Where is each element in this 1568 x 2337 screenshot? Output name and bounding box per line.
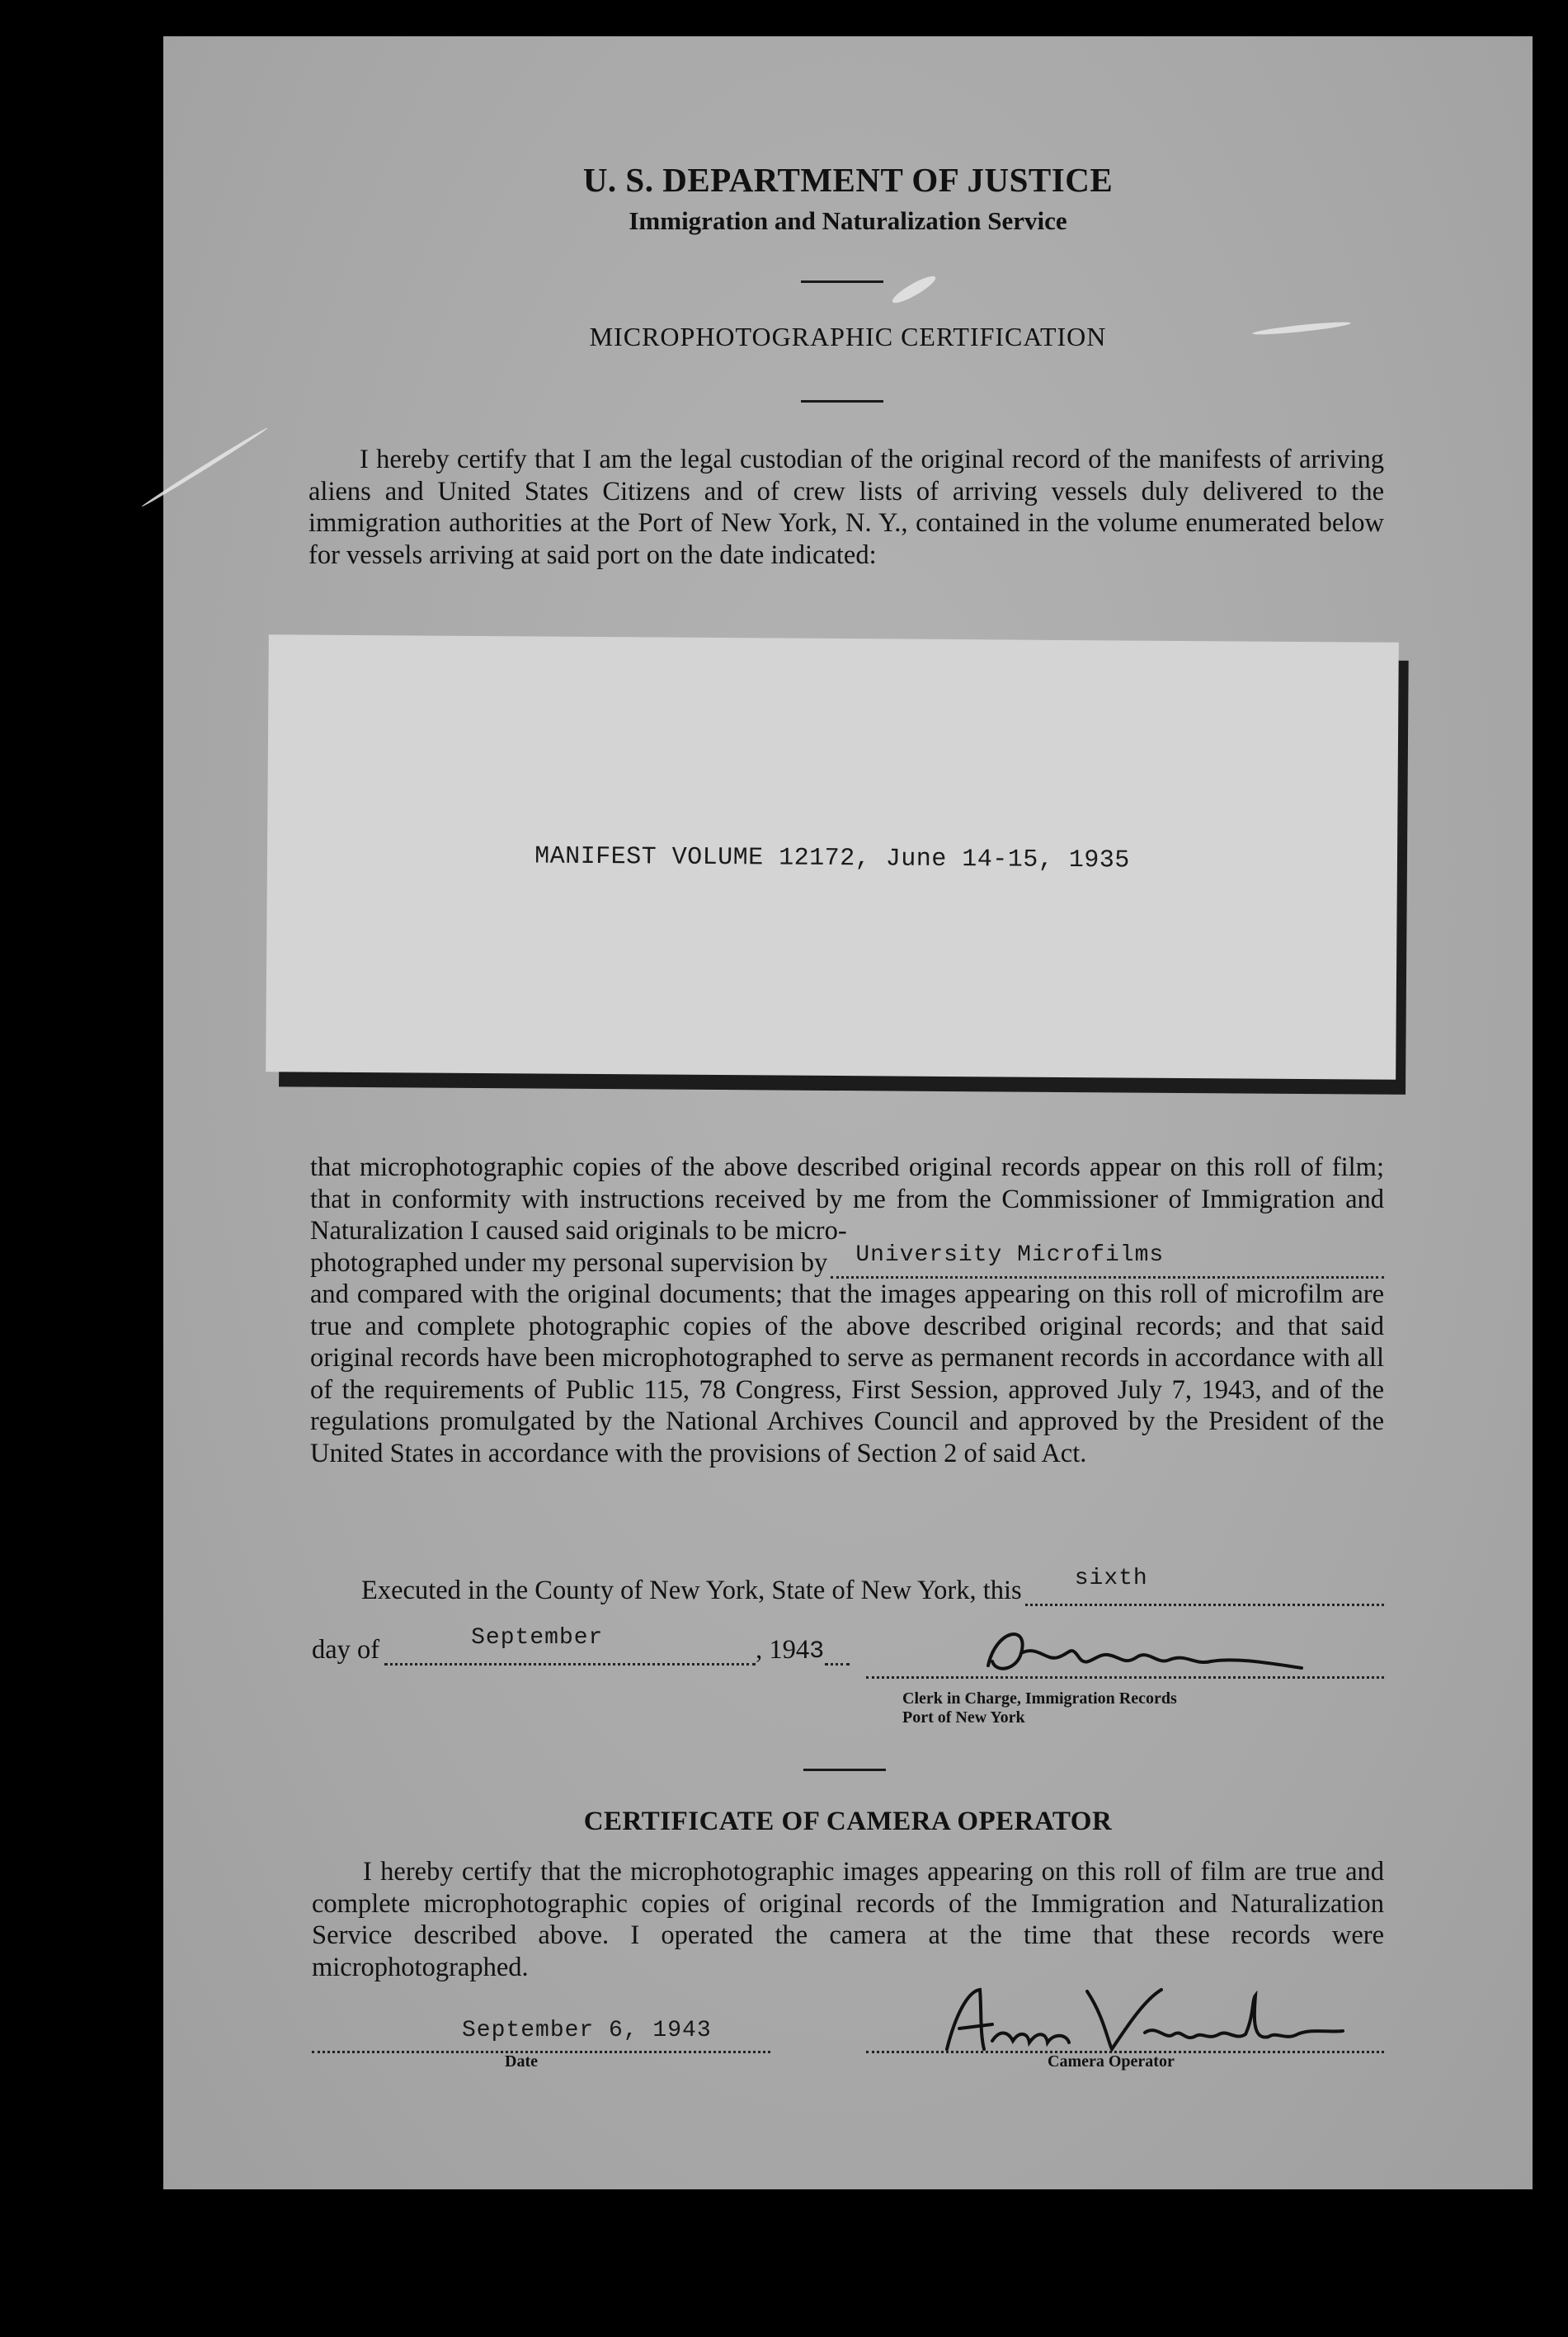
date-value: September 6, 1943: [462, 2018, 712, 2043]
camera-certificate-title: CERTIFICATE OF CAMERA OPERATOR: [583, 1807, 1113, 1836]
body-text-part2: and compared with the original documents; that the images appearing on this roll of microfilm are true and complete photographic copies of the above described original records; and that said original records have been microphotographed to serve as permanent records in accordance with all of the requirements of Public 115, 78 Congress, First Session, approved July 7, 1943, and of the regulations promulgated by the National Archives Council and approved by the President of the United States in accordance with the provisions of Section 2 of said Act.: [310, 1279, 1384, 1468]
scan-artifact: [890, 272, 939, 307]
day-field: [1025, 1566, 1384, 1606]
clerk-title: Clerk in Charge, Immigration Records: [902, 1689, 1177, 1708]
month-value: September: [471, 1625, 604, 1651]
intro-paragraph: [308, 444, 1384, 571]
department-heading: U. S. DEPARTMENT OF JUSTICE: [582, 161, 1114, 199]
service-heading: Immigration and Naturalization Service: [629, 206, 1067, 235]
manifest-volume-text: MANIFEST VOLUME 12172, June 14-15, 1935: [534, 842, 1130, 875]
camera-operator-signature: [922, 1983, 1351, 2057]
clerk-location: Port of New York: [902, 1708, 1025, 1727]
divider-rule: [801, 280, 883, 283]
certification-title: MICROPHOTOGRAPHIC CERTIFICATION: [589, 322, 1107, 351]
scan-artifact: [140, 426, 268, 509]
divider-rule: [801, 400, 883, 403]
certificate-sheet: [163, 36, 1533, 2189]
date-label: Date: [505, 2052, 538, 2071]
supervision-line: [310, 1242, 1384, 1279]
body-paragraph: [310, 1152, 1384, 1469]
supervision-prefix: photographed under my personal supervision by: [310, 1247, 828, 1278]
clerk-signature: [972, 1620, 1318, 1686]
camera-certificate-text: I hereby certify that the microphotographic images appearing on this roll of film are true and complete microphotographic copies of original records of the Immigration and Naturalization Service described above. I operated the camera at the time that these records were microphotographed.: [312, 1857, 1384, 1982]
camera-operator-label: Camera Operator: [1048, 2052, 1175, 2071]
camera-certificate-paragraph: [312, 1856, 1384, 1983]
photographer-value: University Microfilms: [855, 1242, 1165, 1268]
intro-text: I hereby certify that I am the legal custodian of the original record of the manifests of arriving aliens and United States Citizens and of crew lists of arriving vessels duly delivered to the immigration authorities at the Port of New York, N. Y., contained in the volume enumerated below for vessels arriving at said port on the date indicated:: [308, 445, 1384, 570]
divider-rule: [803, 1769, 886, 1771]
manifest-volume-card: [266, 634, 1399, 1080]
execution-prefix: Executed in the County of New York, State of New York, this: [361, 1576, 1022, 1605]
execution-line: [361, 1566, 1384, 1606]
year-dots: [825, 1640, 850, 1666]
year-digit: 3: [809, 1637, 826, 1666]
year-prefix: , 194: [756, 1635, 810, 1665]
day-of-line: [312, 1625, 906, 1666]
body-text-part1: that microphotographic copies of the above described original records appear on this roll of film; that in conformity with instructions received by me from the Commissioner of Immigration and Naturalization I caused said originals to be micro-: [310, 1152, 1384, 1246]
day-value: sixth: [1074, 1566, 1148, 1591]
day-of-label: day of: [312, 1635, 380, 1665]
photographer-field: [831, 1242, 1384, 1279]
month-field: [384, 1625, 756, 1666]
